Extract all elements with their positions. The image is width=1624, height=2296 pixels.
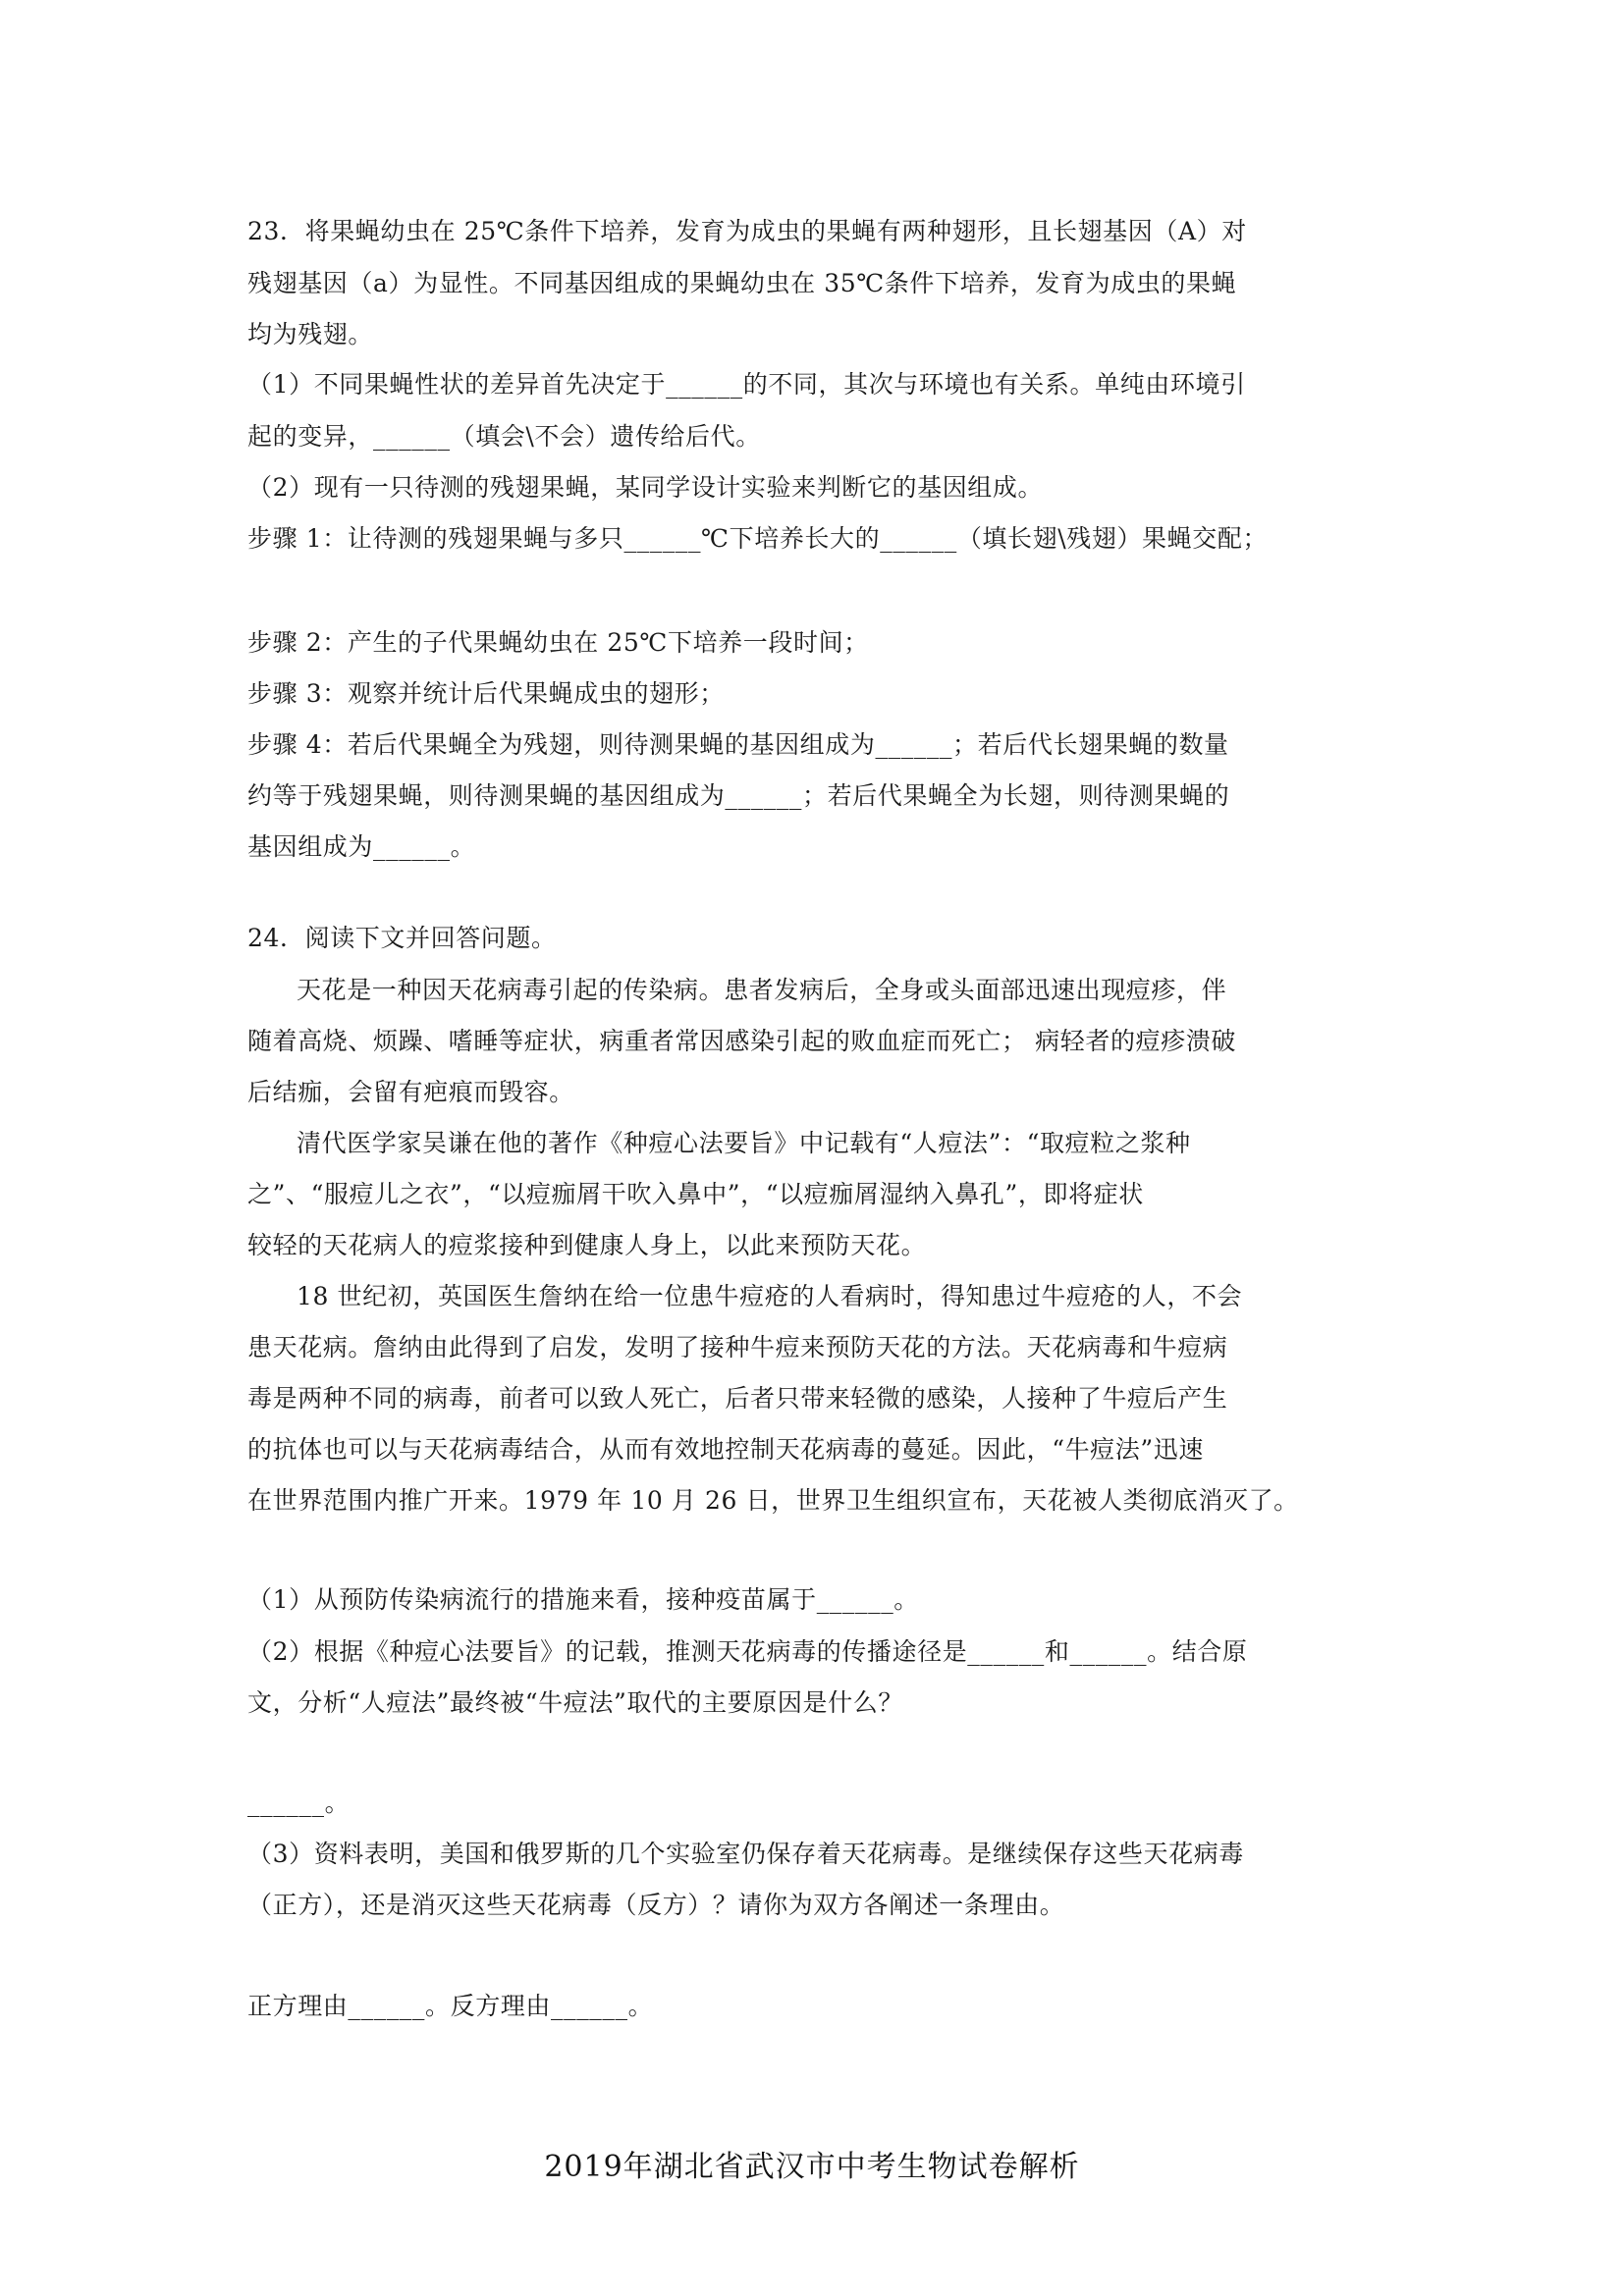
q23-line-9: 步骤 3：观察并统计后代果蝇成虫的翅形；: [247, 679, 725, 708]
q23-line-10: 步骤 4：若后代果蝇全为残翅，则待测果蝇的基因组成为______；若后代长翅果蝇的数量: [247, 730, 1229, 759]
q24-line-3: 随着高烧、烦躁、嗜睡等症状，病重者常因感染引起的败血症而死亡； 病轻者的痘疹溃破: [247, 1027, 1236, 1055]
q24-line-11: 的抗体也可以与天花病毒结合，从而有效地控制天花病毒的蔓延。因此，“牛痘法”迅速: [247, 1435, 1204, 1464]
q24-line-19: 正方理由______。反方理由______。: [247, 1992, 654, 2020]
q24-line-9: 患天花病。詹纳由此得到了启发，发明了接种牛痘来预防天花的方法。天花病毒和牛痘病: [247, 1333, 1228, 1362]
q23-line-3: 均为残翅。: [247, 320, 374, 348]
q23-line-2: 残翅基因（a）为显性。不同基因组成的果蝇幼虫在 35℃条件下培养，发育为成虫的果蝇: [247, 269, 1237, 297]
section-title: 2019年湖北省武汉市中考生物试卷解析: [544, 2150, 1080, 2184]
q24-line-4: 后结痂，会留有疤痕而毁容。: [247, 1078, 574, 1106]
q23-line-1: 23．将果蝇幼虫在 25℃条件下培养，发育为成虫的果蝇有两种翅形，且长翅基因（A）对: [247, 217, 1247, 245]
q24-line-10: 毒是两种不同的病毒，前者可以致人死亡，后者只带来轻微的感染，人接种了牛痘后产生: [247, 1384, 1228, 1413]
q24-line-7: 较轻的天花病人的痘浆接种到健康人身上，以此来预防天花。: [247, 1231, 927, 1259]
q23-line-5: 起的变异，______（填会\不会）遗传给后代。: [247, 422, 761, 451]
q23-line-7: 步骤 1：让待测的残翅果蝇与多只______℃下培养长大的______（填长翅\残翅）果蝇交配；: [247, 524, 1269, 553]
q24-line-2: 天花是一种因天花病毒引起的传染病。患者发病后，全身或头面部迅速出现痘疹，伴: [297, 976, 1227, 1004]
q24-line-5: 清代医学家吴谦在他的著作《种痘心法要旨》中记载有“人痘法”：“取痘粒之浆种: [297, 1129, 1191, 1157]
q24-line-8: 18 世纪初，英国医生詹纳在给一位患牛痘疮的人看病时，得知患过牛痘疮的人，不会: [297, 1282, 1243, 1310]
q24-line-1: 24．阅读下文并回答问题。: [247, 924, 557, 952]
q24-line-13: （1）从预防传染病流行的措施来看，接种疫苗属于______。: [247, 1585, 919, 1614]
q23-line-11: 约等于残翅果蝇，则待测果蝇的基因组成为______；若后代果蝇全为长翅，则待测果蝇的: [247, 781, 1230, 810]
q23-line-6: （2）现有一只待测的残翅果蝇，某同学设计实验来判断它的基因组成。: [247, 473, 1044, 502]
q24-line-17: （3）资料表明，美国和俄罗斯的几个实验室仍保存着天花病毒。是继续保存这些天花病毒: [247, 1840, 1244, 1868]
q24-line-14: （2）根据《种痘心法要旨》的记载，推测天花病毒的传播途径是______和______。结合原: [247, 1637, 1248, 1666]
q24-line-12: 在世界范围内推广开来。1979 年 10 月 26 日，世界卫生组织宣布，天花被人类彻底消灭了。: [247, 1486, 1299, 1515]
q23-line-4: （1）不同果蝇性状的差异首先决定于______的不同，其次与环境也有关系。单纯由环境引: [247, 370, 1246, 399]
q23-line-12: 基因组成为______。: [247, 832, 476, 861]
q24-line-18: （正方），还是消灭这些天花病毒（反方）？请你为双方各阐述一条理由。: [247, 1891, 1065, 1919]
q24-line-6: 之”、“服痘儿之衣”，“以痘痂屑干吹入鼻中”，“以痘痂屑湿纳入鼻孔”，即将症状: [247, 1180, 1144, 1208]
q24-line-15: 文，分析“人痘法”最终被“牛痘法”取代的主要原因是什么？: [247, 1688, 903, 1717]
q24-line-16: ______。: [247, 1789, 351, 1817]
q23-line-8: 步骤 2：产生的子代果蝇幼虫在 25℃下培养一段时间；: [247, 628, 869, 657]
